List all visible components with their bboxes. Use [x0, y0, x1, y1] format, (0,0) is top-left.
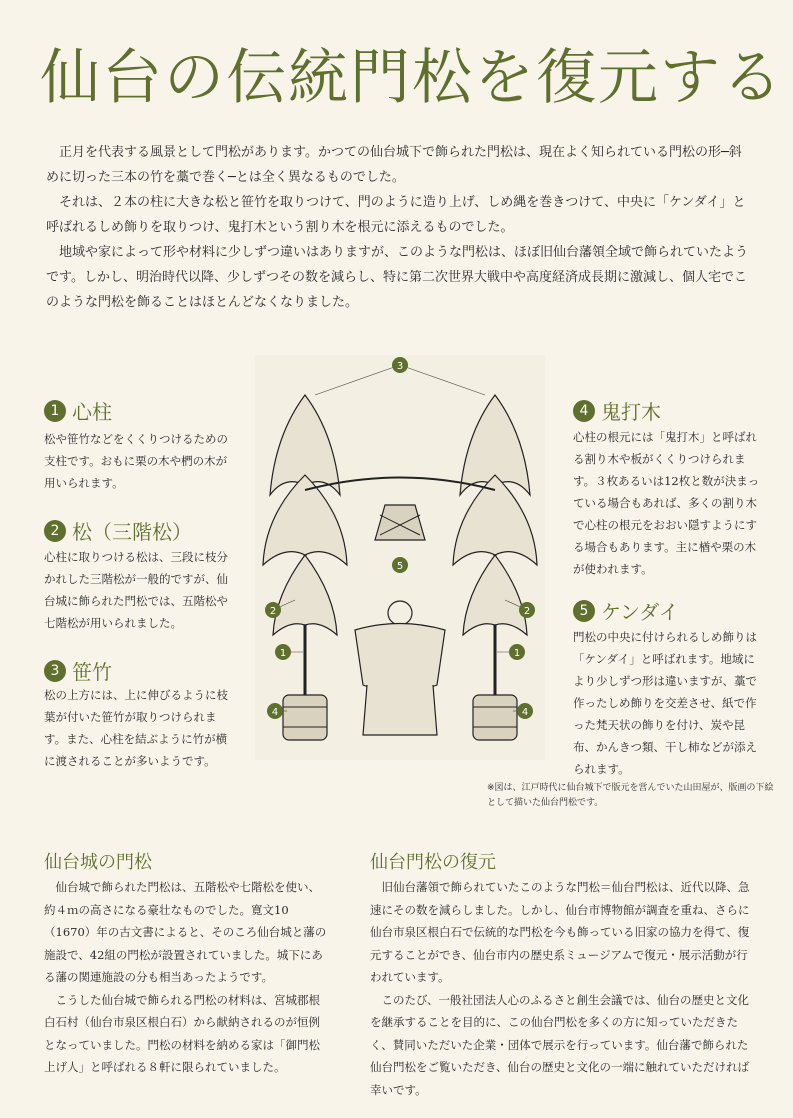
paragraph: こうした仙台城で飾られる門松の材料は、宮城郡根白石村（仙台市泉区根白石）から献納されるのが恒例となっていました。門松の材料を納める家は「御門松上げ人」と呼ばれる８軒に限られていました。: [44, 992, 320, 1074]
section-heading-shinbashira: [44, 396, 112, 425]
section-title: 心柱: [72, 400, 112, 424]
number-badge: 3: [44, 660, 66, 682]
section-body: 松の上方には、上に伸びるように枝葉が付いた笹竹が取りつけられます。また、心柱を結ぶように竹が横に渡されることが多いようです。: [44, 688, 228, 768]
intro-paragraph: 地域や家によって形や材料に少しずつ違いはありますが、このような門松は、ほぼ旧仙台藩領全域で飾られていたようです。しかし、明治時代以降、少しずつその数を減らし、特に第二次世界大戦中や高度経済成長期に激減し、個人宅でこのような門松を飾ることはほとんどなくなりました。: [46, 245, 749, 310]
section-body: 心柱の根元には「鬼打木」と呼ばれる割り木や板がくくりつけられます。３枚あるいは12枚と数が決まっている場合もあれば、多くの割り木で心柱の根元をおおい隠すようにする場合もあります。主に楢や栗の木が使われます。: [573, 430, 760, 576]
sendai-castle-text: [44, 876, 330, 1079]
intro-paragraph: 正月を代表する風景として門松があります。かつての仙台城下で飾られた門松は、現在よく知られている門松の形─斜めに切った三本の竹を藁で巻く─とは全く異なるものでした。: [46, 145, 742, 185]
number-badge: 2: [44, 520, 66, 542]
sendai-castle-heading: 仙台城の門松: [44, 852, 152, 873]
marker-label: 1: [513, 648, 521, 659]
marker-label: 5: [396, 561, 404, 572]
section-body: 松や笹竹などをくくりつけるための支柱です。おもに栗の木や椚の木が用いられます。: [44, 432, 228, 490]
paragraph: このたび、一般社団法人心のふるさと創生会議では、仙台の歴史と文化を継承することを目的に、この仙台門松を多くの方に知っていただきたく、賛同いただいた企業・団体で展示を行っています。仙台藩で飾られた仙台門松をご覧いただき、仙台の歴史と文化の一端に触れていただければ幸いです。: [370, 992, 750, 1097]
marker-label: 1: [279, 648, 287, 659]
section-heading-oniuchigi: [573, 396, 661, 425]
section-title: 笹竹: [72, 660, 112, 684]
kadomatsu-illustration: [255, 355, 545, 760]
section-body: 心柱に取りつける松は、三段に枝分かれした三階松が一般的ですが、仙台城に飾られた門松では、五階松や七階松が用いられました。: [44, 550, 228, 630]
illustration-note: ※図は、江戸時代に仙台城下で版元を営んでいた山田屋が、版画の下絵として描いた仙台門松です。: [487, 783, 774, 808]
paragraph: 旧仙台藩領で飾られていたこのような門松＝仙台門松は、近代以降、急速にその数を減らしました。しかし、仙台市博物館が調査を重ね、さらに仙台市泉区根白石で伝統的な門松を今も飾っている旧家の協力を得て、復元することができ、仙台市内の歴史系ミュージアムで復元・展示活動が行われています。: [370, 880, 750, 984]
intro-text: [46, 140, 750, 315]
marker-label: 2: [269, 606, 277, 617]
marker-label: 3: [396, 361, 404, 372]
section-body: 門松の中央に付けられるしめ飾りは「ケンダイ」と呼ばれます。地域により少しずつ形は違いますが、藁で作ったしめ飾りを交差させ、紙で作った梵天状の飾りを付け、炭や昆布、かんきつ類、干し柿などが添えられます。: [573, 630, 757, 776]
marker-label: 4: [271, 707, 279, 718]
restoration-text: [370, 876, 758, 1101]
number-badge: 1: [44, 400, 66, 422]
section-title: 松（三階松）: [72, 520, 192, 544]
restoration-heading: 仙台門松の復元: [370, 852, 496, 873]
number-badge: 5: [573, 600, 595, 622]
page-title: 仙台の伝統門松を復元する: [40, 43, 784, 113]
section-heading-kendai: [573, 596, 679, 625]
marker-label: 4: [521, 707, 529, 718]
intro-paragraph: それは、２本の柱に大きな松と笹竹を取りつけて、門のように造り上げ、しめ縄を巻きつけて、中央に「ケンダイ」と呼ばれるしめ飾りを取りつけ、鬼打木という割り木を根元に添えるものでした。: [46, 195, 746, 235]
section-heading-matsu: [44, 516, 192, 545]
paragraph: 仙台城で飾られた門松は、五階松や七階松を使い、約４ｍの高さになる豪壮なものでした。寛文10（1670）年の古文書によると、そのころ仙台城と藩の施設で、42組の門松が設置されていました。城下にある藩の関連施設の分も相当あったようです。: [44, 880, 327, 984]
marker-label: 2: [523, 606, 531, 617]
section-title: 鬼打木: [601, 400, 661, 424]
section-heading-sasatake: [44, 656, 112, 685]
section-title: ケンダイ: [601, 600, 679, 624]
number-badge: 4: [573, 400, 595, 422]
